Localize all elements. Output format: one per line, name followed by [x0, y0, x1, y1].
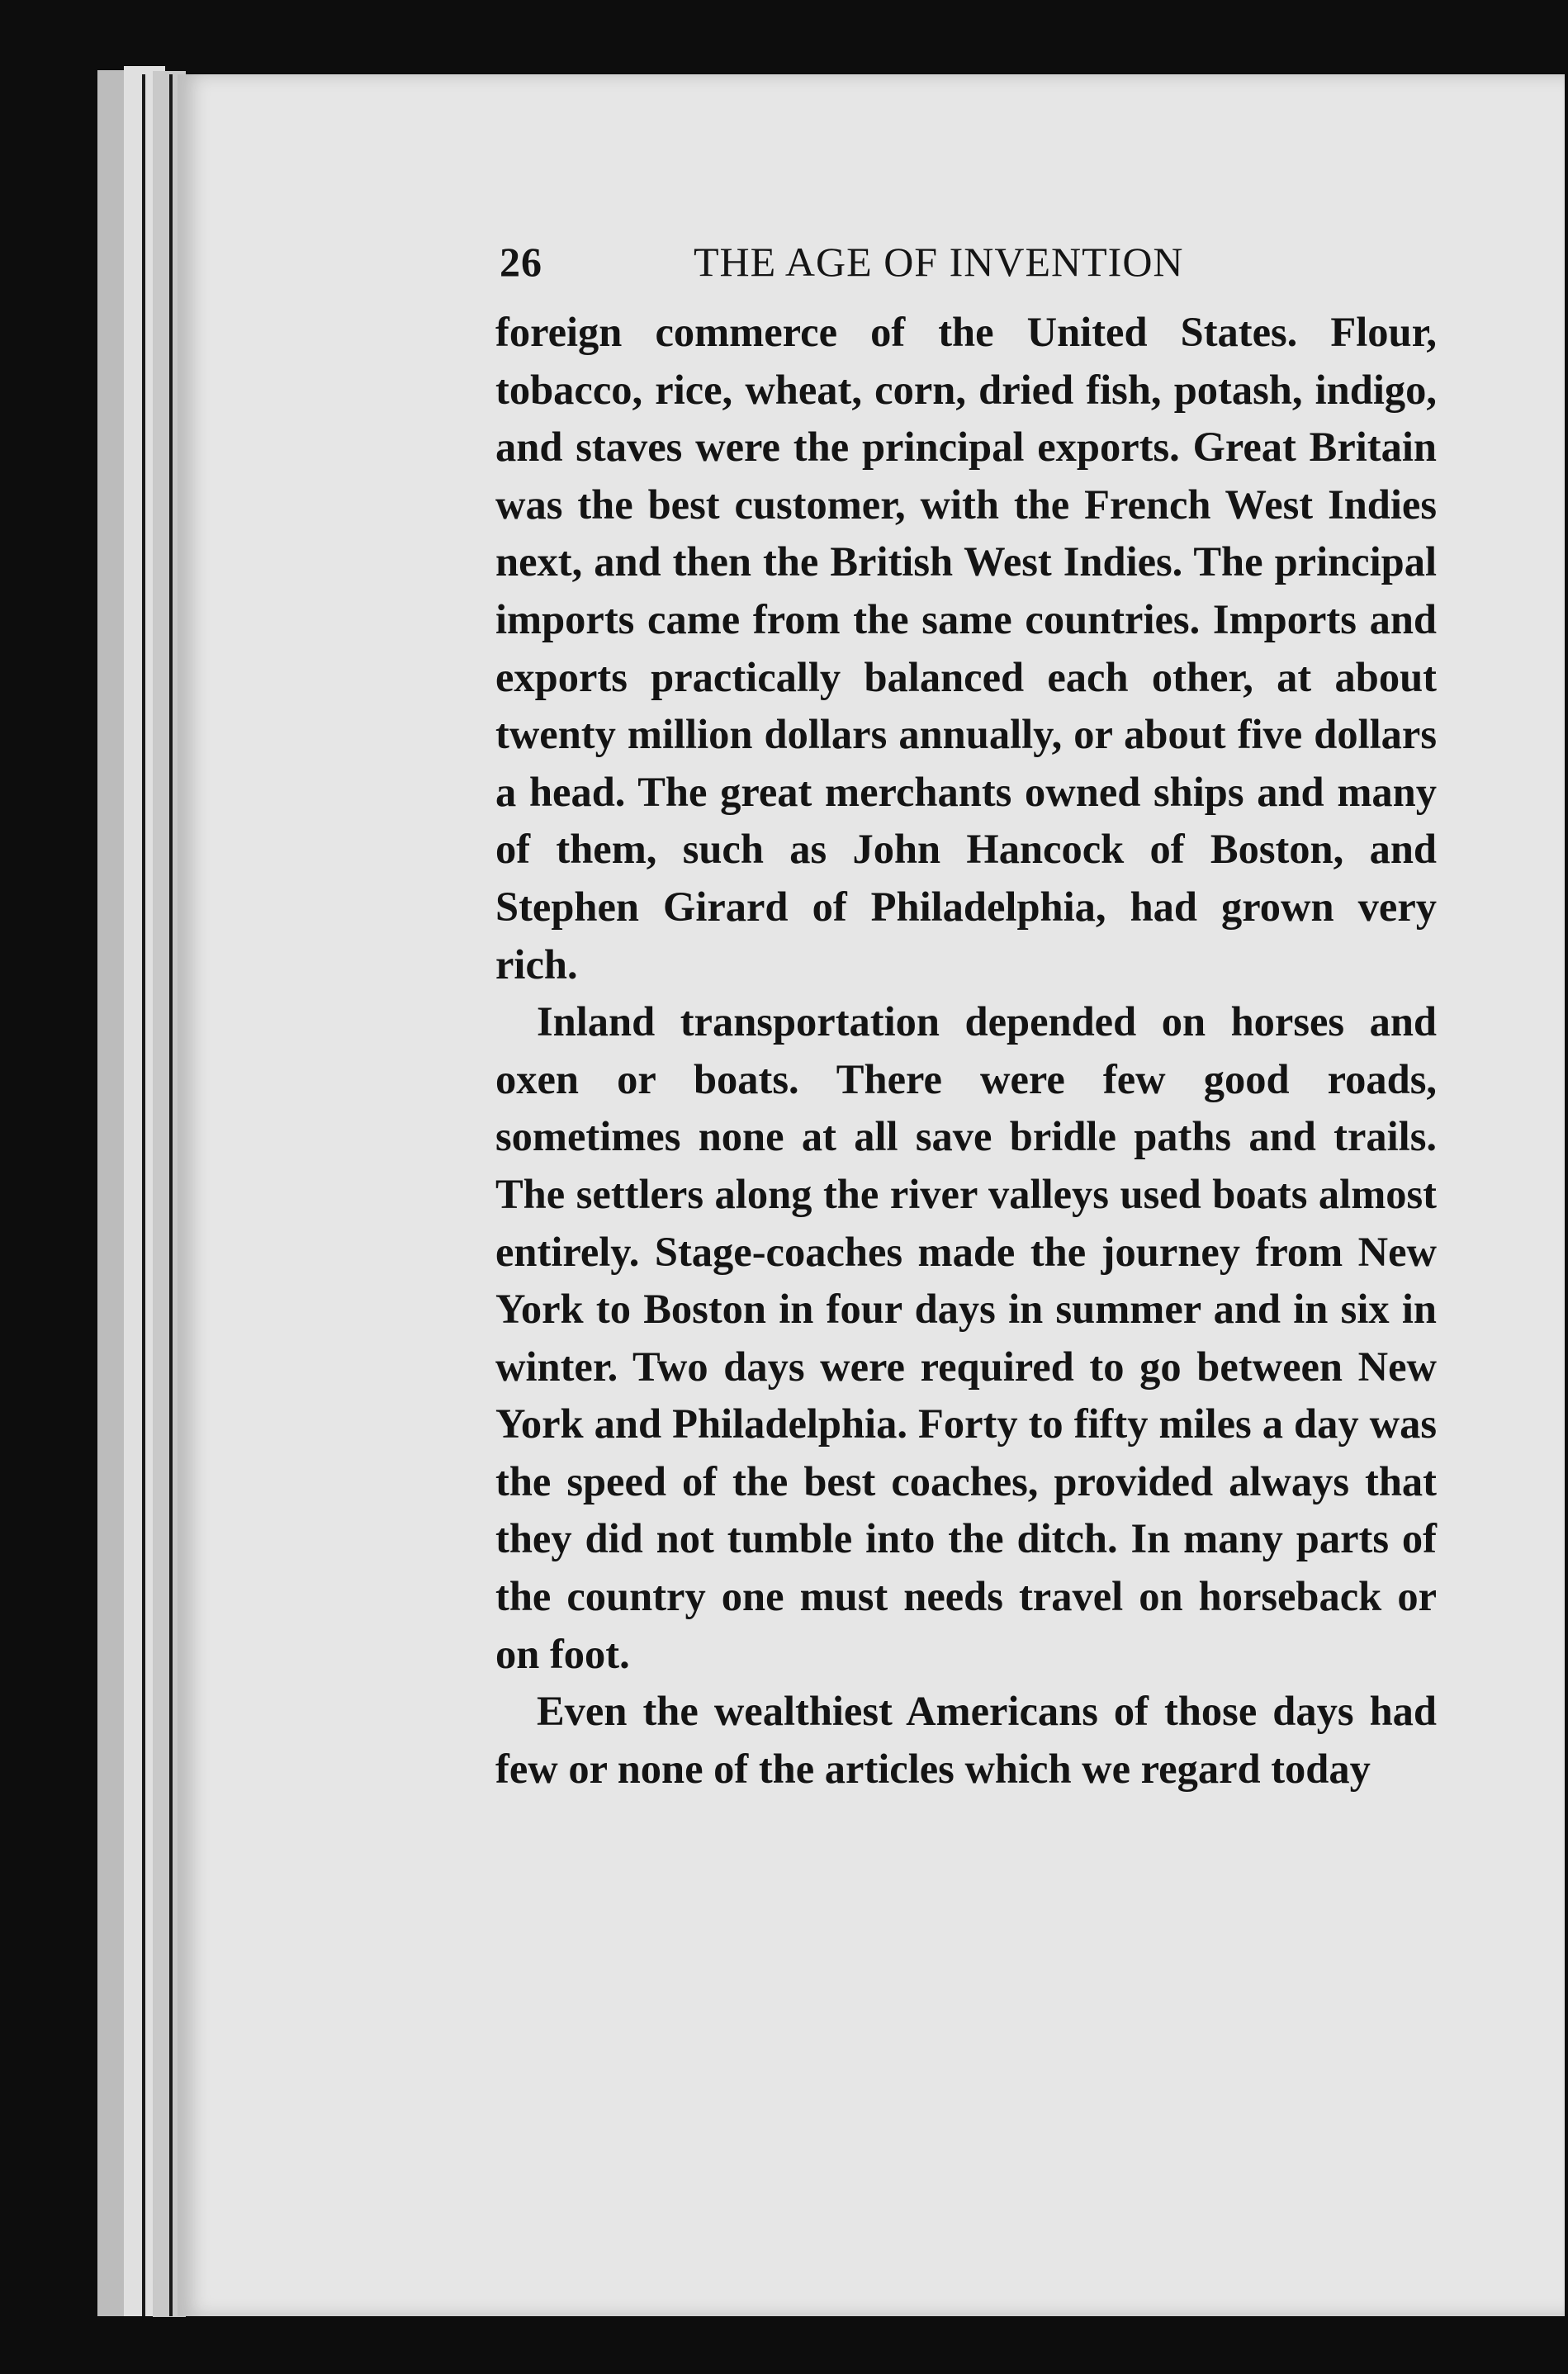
- page-number: 26: [500, 239, 542, 285]
- paragraph-wealthiest-americans: Even the wealthiest Americans of those days had few or none of the articles which we regard today: [495, 1688, 1437, 1792]
- body-text: [495, 304, 1437, 1798]
- paragraph-continued: foreign commerce of the United States. Flour, tobacco, rice, wheat, corn, dried fish, potash, indigo, and staves were the principal exports. Great Britain was the best customer, with the French West Indies next, and then the British West Indies. The principal imports came from the same countries. Imports and exports practically balanced each other, at about twenty million dollars annually, or about five dollars a head. The great merchants owned ships and many of them, such as John Hancock of Boston, and Stephen Girard of Philadelphia, had grown very rich.: [495, 309, 1437, 988]
- binding-line: [169, 74, 173, 2316]
- paragraph-inland-transportation: Inland transportation depended on horses and oxen or boats. There were few good roads, sometimes none at all save bridle paths and trails. The settlers along the river valleys used boats almost entirely. Stage-coaches made the journey from New York to Boston in four days in summer and in six in winter. Two days were required to go between New York and Philadelphia. Forty to fifty miles a day was the speed of the best coaches, provided always that they did not tumble into the ditch. In many parts of the country one must needs travel on horseback or on foot.: [495, 998, 1437, 1677]
- page-header: [500, 238, 1243, 296]
- running-title: THE AGE OF INVENTION: [694, 239, 1184, 285]
- binding-line: [142, 74, 145, 2316]
